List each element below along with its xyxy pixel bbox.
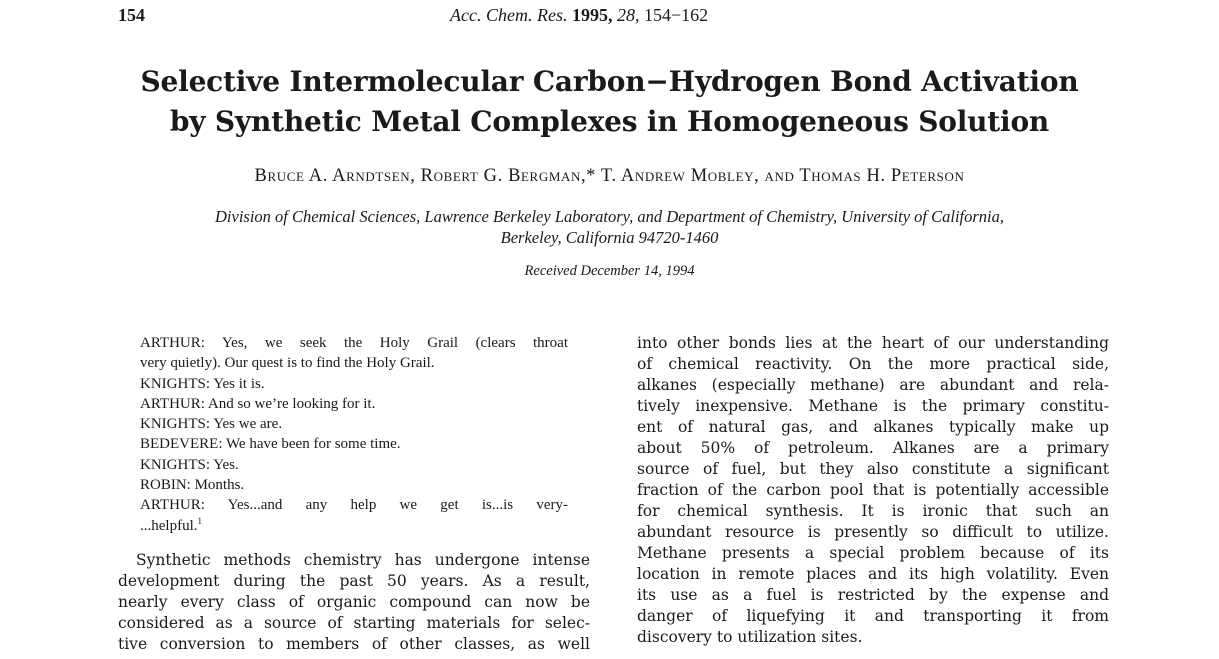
- title-line-2: by Synthetic Metal Complexes in Homogeneous Solution: [169, 105, 1050, 138]
- body-line: tively inexpensive. Methane is the primary constitu-: [637, 397, 1109, 415]
- affiliation-line-2: Berkeley, California 94720-1460: [500, 228, 719, 247]
- body-line: abundant resource is presently so difficult to utilize.: [637, 523, 1109, 541]
- body-line: source of fuel, but they also constitute a significant: [637, 460, 1109, 478]
- epigraph-line: KNIGHTS: Yes it is.: [140, 375, 265, 392]
- body-line: about 50% of petroleum. Alkanes are a primary: [637, 439, 1109, 457]
- body-line: development during the past 50 years. As a result,: [118, 571, 590, 590]
- running-header: [118, 5, 1109, 29]
- title-line-1: Selective Intermolecular Carbon−Hydrogen Bond Activation: [140, 65, 1079, 98]
- received-date: Received December 14, 1994: [524, 263, 695, 279]
- epigraph-line: ARTHUR: And so we’re looking for it.: [140, 395, 376, 412]
- epigraph-line: ROBIN: Months.: [140, 477, 245, 494]
- left-body-text: [118, 550, 590, 655]
- body-line: tive conversion to members of other classes, as well: [118, 634, 590, 653]
- journal-pages: 154−162: [643, 5, 709, 25]
- epigraph-line: KNIGHTS: Yes we are.: [140, 416, 283, 433]
- affiliation-line-1: Division of Chemical Sciences, Lawrence Berkeley Laboratory, and Department of Chemistry, University of California,: [215, 207, 1004, 226]
- epigraph-line: ...helpful.: [140, 517, 198, 534]
- body-line: considered as a source of starting materials for selec-: [118, 613, 590, 632]
- epigraph-line: ARTHUR: Yes...and any help we get is...is very-: [140, 497, 568, 514]
- epigraph-line: BEDEVERE: We have been for some time.: [140, 436, 401, 453]
- left-column: [118, 333, 590, 655]
- body-line: Synthetic methods chemistry has undergone intense: [136, 550, 590, 569]
- page-number: 154: [118, 5, 145, 25]
- epigraph: [140, 333, 568, 536]
- journal-name: Acc. Chem. Res.: [450, 5, 568, 25]
- body-line: its use as a fuel is restricted by the expense and: [637, 586, 1109, 604]
- journal-volume: 28,: [616, 5, 640, 25]
- body-line: of chemical reactivity. On the more practical side,: [637, 355, 1109, 373]
- body-line: location in remote places and its high volatility. Even: [637, 565, 1109, 583]
- body-line: nearly every class of organic compound can now be: [118, 592, 590, 611]
- body-line: ent of natural gas, and alkanes typically make up: [637, 418, 1109, 436]
- journal-year: 1995,: [571, 5, 613, 25]
- body-line: into other bonds lies at the heart of our understanding: [637, 334, 1109, 352]
- affiliation: [0, 206, 1219, 248]
- epigraph-line: KNIGHTS: Yes.: [140, 456, 239, 473]
- epigraph-line: ARTHUR: Yes, we seek the Holy Grail (clears throat: [140, 335, 568, 351]
- body-line: danger of liquefying it and transporting it from: [637, 607, 1109, 625]
- body-line: discovery to utilization sites.: [637, 628, 863, 646]
- journal-citation: [450, 5, 708, 26]
- body-line: alkanes (especially methane) are abundant and rela-: [637, 376, 1109, 394]
- epigraph-last-line: [140, 516, 568, 536]
- right-column: [637, 333, 1109, 648]
- body-line: for chemical synthesis. It is ironic that such an: [637, 502, 1109, 520]
- authors: Bruce A. Arndtsen, Robert G. Bergman,* T. Andrew Mobley, and Thomas H. Peterson: [254, 166, 965, 186]
- reference-superscript: 1: [197, 515, 202, 526]
- body-line: Methane presents a special problem because of its: [637, 544, 1109, 562]
- body-line: fraction of the carbon pool that is potentially accessible: [637, 481, 1109, 499]
- epigraph-line: very quietly). Our quest is to find the Holy Grail.: [140, 355, 435, 372]
- article-title: [0, 62, 1219, 142]
